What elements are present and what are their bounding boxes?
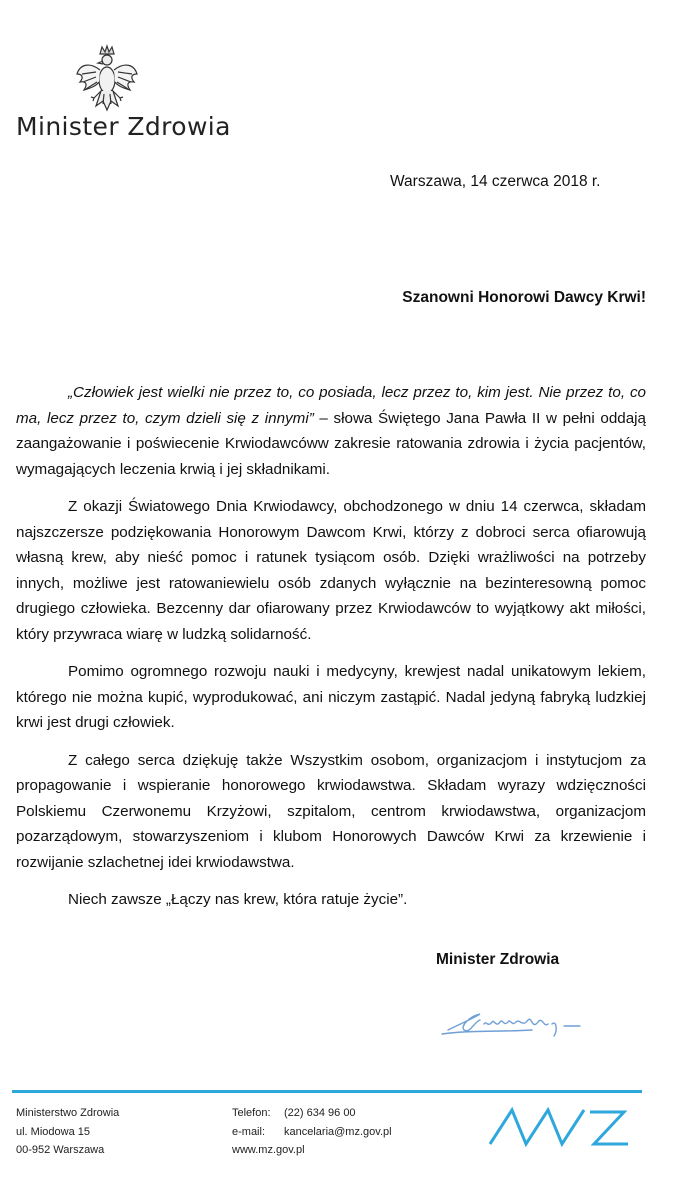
paragraph-4: Z całego serca dziękuję także Wszystkim osobom, organizacjom i instytucjom za propagowanie i wspieranie honorowego krwiodawstwa. Składam wyrazy wdzięczności Polskiemu Czerwonemu Krzyżowi, szpitalom, centrom krwiodawstwa, organizacjom pozarządowym, stowarzyszeniom i klubom Honorowych Dawców Krwi za krzewienie i rozwijanie szlachetnej idei krwiodawstwa.: [16, 751, 646, 871]
footer-contact: [232, 1104, 392, 1160]
footer-phone-label: Telefon:: [232, 1107, 271, 1119]
paragraph-2: Z okazji Światowego Dnia Krwiodawcy, obchodzonego w dniu 14 czerwca, składam najszczersze podziękowania Honorowym Dawcom Krwi, którzy z dobroci serca ofiarowują własną krew, aby nieść pomoc i ratunek tysiącom osób. Dzięki wrażliwości na potrzeby innych, możliwe jest ratowaniewielu osób zdanych wyłącznie na bezinteresowną pomoc drugiego człowieka. Bezcenny dar ofiarowany przez Krwiodawców to wyjątkowy akt miłości, który przywraca wiarę w ludzką solidarność.: [16, 498, 646, 643]
paragraph-1-quote: „Człowiek jest wielki nie przez to, co posiada, lecz przez to, kim jest. Nie przez to, co ma, lecz przez to, czym dzieli się z innymi”: [16, 384, 646, 427]
footer-email-label: e-mail:: [232, 1125, 266, 1138]
footer-divider: [12, 1090, 642, 1093]
footer-address-line-3: 00-952 Warszawa: [16, 1144, 105, 1156]
footer-phone-row: [232, 1104, 392, 1123]
footer-address-line-2: ul. Miodowa 15: [16, 1125, 90, 1138]
mz-logo-icon: [486, 1104, 632, 1150]
footer-website-link[interactable]: www.mz.gov.pl: [232, 1144, 305, 1156]
paragraph-1-text: – słowa Świętego Jana Pawła II w pełni oddają zaangażowanie i poświecenie Krwiodawcóww zakresie ratowania zdrowia i życia pacjentów, wymagających leczenia krwią i jej składnikami.: [16, 409, 646, 478]
letter-salutation: Szanowni Honorowi Dawcy Krwi!: [402, 289, 646, 306]
handwritten-signature-icon: [440, 1000, 590, 1042]
letter-body: [16, 380, 646, 925]
signer-title: Minister Zdrowia: [436, 951, 560, 968]
paragraph-3: Pomimo ogromnego rozwoju nauki i medycyny, krewjest nadal unikatowym lekiem, którego nie można kupić, wyprodukować, ani niczym zastąpić. Nadal jedyną fabryką ludzkiej krwi jest drugi człowiek.: [16, 663, 646, 731]
paragraph-5: Niech zawsze „Łączy nas krew, która ratuje życie”.: [68, 891, 408, 908]
polish-eagle-emblem-icon: [74, 44, 140, 118]
footer-address-line-1: Ministerstwo Zdrowia: [16, 1107, 120, 1119]
footer-email-link[interactable]: kancelaria@mz.gov.pl: [284, 1125, 392, 1138]
footer-phone: (22) 634 96 00: [284, 1107, 356, 1119]
paragraph-1: [16, 380, 646, 482]
footer-address: [16, 1104, 119, 1160]
ministry-header-title: Minister Zdrowia: [16, 112, 231, 141]
footer-email-row: [232, 1123, 392, 1142]
letter-date: Warszawa, 14 czerwca 2018 r.: [390, 173, 601, 190]
